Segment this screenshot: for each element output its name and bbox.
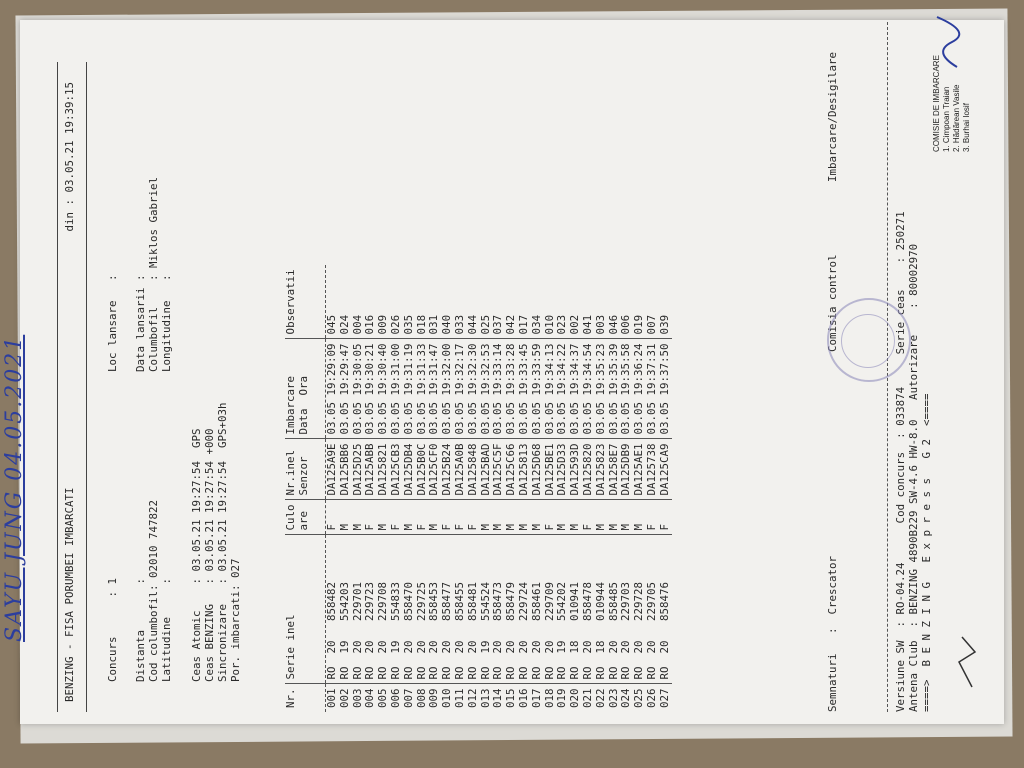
distanta-label: Distanta: [134, 629, 147, 682]
cell-nr: 025: [632, 688, 646, 708]
cell-nr-inel-senzor: DA125BE1: [544, 439, 557, 500]
signature-left: [957, 632, 977, 692]
cell-imbarcare: 03.05 19:33:28: [505, 339, 518, 439]
cell-nr: 021: [580, 688, 594, 708]
cell-serie-inel: RO 20 229725: [416, 535, 429, 684]
cell-imbarcare: 03.05 19:29:09: [326, 339, 339, 439]
cod-columbofil-value: 02010 747822: [147, 499, 160, 578]
cell-culoare: M: [556, 500, 569, 535]
cell-nr-inel-senzor: DA125AE1: [633, 439, 646, 500]
cell-culoare: M: [633, 500, 646, 535]
cell-serie-inel: RO 20 858461: [531, 535, 544, 684]
cell-culoare: M: [480, 500, 493, 535]
comisie-member-1: 1. Cimpoan Traian: [942, 86, 951, 152]
cell-culoare: F: [364, 500, 377, 535]
cell-serie-inel: RO 19 554203: [339, 535, 352, 684]
cell-culoare: M: [518, 500, 531, 535]
cell-observatii: 023: [556, 265, 569, 339]
versiune-row: [895, 211, 908, 712]
signature-mark: [927, 12, 967, 72]
cell-nr: 004: [363, 688, 377, 708]
cell-imbarcare: 03.05 19:32:00: [441, 339, 454, 439]
cell-nr: 008: [414, 688, 428, 708]
table-header-row: [285, 265, 326, 712]
cell-serie-inel: RO 20 858473: [492, 535, 505, 684]
table-row: [326, 265, 339, 712]
cell-nr: 012: [465, 688, 479, 708]
cell-nr-inel-senzor: DA125BB6: [339, 439, 352, 500]
cell-nr: 017: [529, 688, 543, 708]
cell-observatii: 006: [620, 265, 633, 339]
cell-nr-inel-senzor: DA125821: [377, 439, 390, 500]
cell-culoare: M: [620, 500, 633, 535]
date-label: din :: [63, 199, 76, 232]
cell-nr-inel-senzor: DA125D33: [556, 439, 569, 500]
cell-culoare: M: [505, 500, 518, 535]
cell-serie-inel: RO 19 554524: [480, 535, 493, 684]
cell-nr-inel-senzor: DA125738: [646, 439, 659, 500]
cell-serie-inel: RO 20 858479: [505, 535, 518, 684]
cell-serie-inel: RO 20 858485: [608, 535, 621, 684]
cell-nr: 016: [516, 688, 530, 708]
cell-culoare: M: [377, 500, 390, 535]
ceas-atomic-row: [191, 428, 204, 682]
cell-imbarcare: 03.05 19:35:58: [620, 339, 633, 439]
col-observatii: Observatii: [285, 265, 326, 339]
cell-culoare: F: [467, 500, 480, 535]
cell-imbarcare: 03.05 19:32:53: [480, 339, 493, 439]
pigeon-table: [285, 265, 672, 712]
cell-imbarcare: 03.05 19:32:17: [454, 339, 467, 439]
cell-serie-inel: RO 20 229723: [364, 535, 377, 684]
cell-culoare: M: [608, 500, 621, 535]
concurs-label: Concurs: [106, 636, 119, 682]
distanta-value: :: [134, 577, 147, 585]
cell-observatii: 017: [518, 265, 531, 339]
cell-observatii: 031: [428, 265, 441, 339]
cell-culoare: F: [441, 500, 454, 535]
versiune-value: : RO-04.24: [894, 562, 907, 628]
cod-concurs-label: Cod concurs: [894, 451, 907, 524]
cell-culoare: F: [326, 500, 339, 535]
serie-ceas-label: Serie ceas: [894, 289, 907, 355]
cell-nr: 024: [619, 688, 633, 708]
table-row: [403, 265, 416, 712]
table-row: [633, 265, 646, 712]
table-row: [390, 265, 403, 712]
cell-imbarcare: 03.05 19:33:59: [531, 339, 544, 439]
loc-lansare-label: Loc lansare: [106, 300, 119, 372]
date-value: 03.05.21 19:39:15: [63, 82, 76, 193]
cell-nr: 023: [606, 688, 620, 708]
cell-serie-inel: RO 20 229708: [377, 535, 390, 684]
cell-nr-inel-senzor: DA125848: [467, 439, 480, 500]
document-title: BENZING - FISA PORUMBEI IMBARCATI: [63, 487, 76, 702]
cell-serie-inel: RO 20 229705: [646, 535, 659, 684]
cell-observatii: 034: [531, 265, 544, 339]
cell-serie-inel: RO 18 010944: [595, 535, 608, 684]
cell-nr-inel-senzor: DA12593D: [569, 439, 582, 500]
sincronizare-row: [217, 402, 230, 682]
table-row: [467, 265, 480, 712]
cell-nr-inel-senzor: DA125A0B: [454, 439, 467, 500]
cell-nr-inel-senzor: DA125823: [595, 439, 608, 500]
cell-nr: 010: [440, 688, 454, 708]
col-imbarcare: Imbarcare Data Ora: [285, 339, 326, 439]
cell-imbarcare: 03.05 19:33:14: [492, 339, 505, 439]
cell-imbarcare: 03.05 19:33:45: [518, 339, 531, 439]
cell-nr: 015: [504, 688, 518, 708]
ceas-benzing-value: : 03.05.21 19:27:54 +000: [203, 428, 216, 585]
cell-nr: 006: [388, 688, 402, 708]
ceas-atomic-label: Ceas Atomic: [190, 610, 203, 682]
rotated-sheet: [2, 12, 977, 712]
table-row: [518, 265, 531, 712]
por-imbarcati-label: Por. imbarcati:: [229, 584, 242, 682]
cell-culoare: M: [595, 500, 608, 535]
benzing-banner: ====> B E N Z I N G E x p r e s s G 2 <====: [920, 393, 933, 712]
cell-nr: 019: [555, 688, 569, 708]
cell-culoare: M: [531, 500, 544, 535]
latitudine-value: :: [160, 577, 173, 585]
cell-observatii: 004: [352, 265, 365, 339]
cell-nr-inel-senzor: DA125BAD: [480, 439, 493, 500]
cell-serie-inel: RO 19 554202: [556, 535, 569, 684]
concurs-value: : 1: [106, 577, 119, 598]
loc-lansare-row: [107, 274, 120, 372]
cell-observatii: 009: [377, 265, 390, 339]
antena-value: : BENZING 4890B229 SW-4.6 HW-8.0: [907, 419, 920, 628]
cell-nr: 005: [376, 688, 390, 708]
cell-nr-inel-senzor: DA125813: [518, 439, 531, 500]
cell-observatii: 025: [480, 265, 493, 339]
cell-culoare: M: [428, 500, 441, 535]
table-row: [582, 265, 595, 712]
cell-serie-inel: RO 20 858470: [403, 535, 416, 684]
autorizare-label: Autorizare: [907, 334, 920, 400]
cell-observatii: 044: [467, 265, 480, 339]
comisie-title: COMISIE DE IMBARCARE: [932, 55, 941, 152]
data-lansarii-value: :: [134, 274, 147, 281]
table-row: [454, 265, 467, 712]
cell-culoare: M: [339, 500, 352, 535]
table-row: [595, 265, 608, 712]
cell-nr-inel-senzor: DA125B0C: [416, 439, 429, 500]
cell-serie-inel: RO 20 858482: [326, 535, 339, 684]
cell-nr: 007: [401, 688, 415, 708]
cell-imbarcare: 03.05 19:37:50: [659, 339, 672, 439]
cell-nr-inel-senzor: DA125B24: [441, 439, 454, 500]
cell-nr-inel-senzor: DA125D68: [531, 439, 544, 500]
cell-serie-inel: RO 20 858478: [582, 535, 595, 684]
cell-nr-inel-senzor: DA125ABB: [364, 439, 377, 500]
loc-lansare-value: :: [106, 274, 119, 281]
cell-culoare: F: [582, 500, 595, 535]
col-nr-inel-senzor: Nr.inel Senzor: [285, 439, 326, 500]
round-stamp: [827, 298, 911, 382]
cell-nr-inel-senzor: DA125D25: [352, 439, 365, 500]
cod-concurs-value: : 033874: [894, 386, 907, 439]
cell-imbarcare: 03.05 19:30:40: [377, 339, 390, 439]
concurs-row: [107, 578, 120, 682]
cell-culoare: F: [454, 500, 467, 535]
cell-culoare: M: [352, 500, 365, 535]
cell-nr: 026: [644, 688, 658, 708]
comisie-member-2: 2. Hădărean Vasile: [952, 84, 961, 152]
cod-columbofil-label: Cod columbofil:: [147, 584, 160, 682]
cell-imbarcare: 03.05 19:29:47: [339, 339, 352, 439]
comisia-label: Comisia control: [826, 254, 839, 352]
cell-nr-inel-senzor: DA125CB3: [390, 439, 403, 500]
serie-ceas-value: : 250271: [894, 211, 907, 264]
cell-nr-inel-senzor: DA125DB9: [620, 439, 633, 500]
crescator-label: : Crescator: [826, 555, 839, 634]
antena-label: Antena Club: [907, 640, 920, 712]
sincronizare-value: : 03.05.21 19:27:54 GPS+03h: [216, 402, 229, 585]
cell-serie-inel: RO 20 229724: [518, 535, 531, 684]
cell-imbarcare: 03.05 19:34:37: [569, 339, 582, 439]
cell-nr-inel-senzor: DA125C66: [505, 439, 518, 500]
cell-observatii: 024: [339, 265, 352, 339]
comisie-member-3: 3. Burhai Iosif: [962, 103, 971, 152]
cell-culoare: M: [403, 500, 416, 535]
table-body: [326, 265, 672, 712]
title-box: [57, 62, 87, 712]
ceas-benzing-row: [204, 428, 217, 682]
document-paper: [2, 20, 1004, 724]
longitudine-value: :: [160, 274, 173, 281]
latitudine-label: Latitudine: [160, 616, 173, 682]
cell-culoare: F: [659, 500, 672, 535]
por-imbarcati-row: [230, 558, 243, 682]
table-row: [646, 265, 659, 712]
col-nr: Nr.: [285, 684, 326, 712]
cell-nr: 002: [337, 688, 351, 708]
cell-serie-inel: RO 20 858455: [454, 535, 467, 684]
cell-imbarcare: 03.05 19:31:19: [403, 339, 416, 439]
cell-serie-inel: RO 20 858477: [441, 535, 454, 684]
cell-culoare: F: [416, 500, 429, 535]
cell-nr: 011: [452, 688, 466, 708]
table-row: [339, 265, 352, 712]
por-imbarcati-value: 027: [229, 558, 242, 578]
cell-nr-inel-senzor: DA125DB4: [403, 439, 416, 500]
semnaturi-row: [827, 556, 840, 712]
cell-imbarcare: 03.05 19:36:24: [633, 339, 646, 439]
cell-nr: 027: [657, 688, 671, 708]
cell-serie-inel: RO 19 554833: [390, 535, 403, 684]
table-row: [531, 265, 544, 712]
cell-serie-inel: RO 20 858481: [467, 535, 480, 684]
cell-nr-inel-senzor: DA125C5F: [492, 439, 505, 500]
cell-nr-inel-senzor: DA125CA9: [659, 439, 672, 500]
cell-observatii: 016: [364, 265, 377, 339]
cell-observatii: 045: [326, 265, 339, 339]
cell-observatii: 007: [646, 265, 659, 339]
cell-serie-inel: RO 20 858476: [659, 535, 672, 684]
cell-observatii: 010: [544, 265, 557, 339]
longitudine-row: [161, 274, 174, 372]
cell-serie-inel: RO 20 229728: [633, 535, 646, 684]
cell-observatii: 035: [403, 265, 416, 339]
semnaturi-label: Semnaturi: [826, 653, 839, 712]
cell-observatii: 039: [659, 265, 672, 339]
cell-observatii: 042: [505, 265, 518, 339]
cell-observatii: 046: [608, 265, 621, 339]
data-lansarii-label: Data lansarii: [134, 287, 147, 372]
cell-observatii: 003: [595, 265, 608, 339]
cell-observatii: 002: [569, 265, 582, 339]
cell-serie-inel: RO 20 229709: [544, 535, 557, 684]
cell-nr: 020: [568, 688, 582, 708]
columbofil-value: : Miklos Gabriel: [147, 176, 160, 281]
data-lansarii-row: [135, 274, 148, 372]
cell-culoare: F: [390, 500, 403, 535]
cell-nr-inel-senzor: DA125820: [582, 439, 595, 500]
col-culoare: Culo are: [285, 500, 326, 535]
latitudine-row: [161, 578, 174, 682]
cell-observatii: 037: [492, 265, 505, 339]
col-serie-inel: Serie inel: [285, 535, 326, 684]
antena-row: [908, 244, 921, 712]
cell-serie-inel: RO 18 010941: [569, 535, 582, 684]
cell-serie-inel: RO 20 229701: [352, 535, 365, 684]
ceas-benzing-label: Ceas BENZING: [203, 603, 216, 682]
cell-imbarcare: 03.05 19:30:21: [364, 339, 377, 439]
sincronizare-label: Sincronizare: [216, 603, 229, 682]
cell-nr: 001: [325, 688, 338, 708]
cell-observatii: 040: [441, 265, 454, 339]
cell-observatii: 033: [454, 265, 467, 339]
cell-imbarcare: 03.05 19:34:54: [582, 339, 595, 439]
handwritten-note: SAYU JUNG 04.05.2021: [2, 334, 27, 642]
longitudine-label: Longitudine: [160, 300, 173, 372]
cell-serie-inel: RO 20 858453: [428, 535, 441, 684]
cell-nr: 014: [491, 688, 505, 708]
cell-nr: 022: [593, 688, 607, 708]
cell-culoare: F: [544, 500, 557, 535]
cell-culoare: F: [646, 500, 659, 535]
cell-nr-inel-senzor: DA1258E7: [608, 439, 621, 500]
cell-nr-inel-senzor: DA125A9E: [326, 439, 339, 500]
columbofil-row: [148, 177, 161, 372]
document-date: [64, 82, 77, 232]
cell-imbarcare: 03.05 19:30:05: [352, 339, 365, 439]
cell-imbarcare: 03.05 19:35:39: [608, 339, 621, 439]
columbofil-label: Columbofil: [147, 306, 160, 372]
cell-observatii: 018: [416, 265, 429, 339]
cell-nr: 003: [350, 688, 364, 708]
ceas-atomic-value: : 03.05.21 19:27:54 GPS: [190, 428, 203, 585]
cell-nr: 018: [542, 688, 556, 708]
cell-imbarcare: 03.05 19:34:13: [544, 339, 557, 439]
cell-nr: 013: [478, 688, 492, 708]
autorizare-value: : 80002970: [907, 243, 920, 309]
cell-culoare: M: [492, 500, 505, 535]
cell-imbarcare: 03.05 19:37:31: [646, 339, 659, 439]
cell-serie-inel: RO 20 229703: [620, 535, 633, 684]
cell-observatii: 019: [633, 265, 646, 339]
cell-imbarcare: 03.05 19:31:47: [428, 339, 441, 439]
cell-imbarcare: 03.05 19:31:33: [416, 339, 429, 439]
cell-nr: 009: [427, 688, 441, 708]
cell-observatii: 026: [390, 265, 403, 339]
versiune-label: Versiune SW: [894, 640, 907, 712]
cell-imbarcare: 03.05 19:32:30: [467, 339, 480, 439]
cell-imbarcare: 03.05 19:35:23: [595, 339, 608, 439]
distanta-row: [135, 578, 148, 682]
cell-imbarcare: 03.05 19:31:00: [390, 339, 403, 439]
table-row: [659, 265, 672, 712]
imbarcare-label: Imbarcare/Desigilare: [826, 51, 839, 182]
cell-nr-inel-senzor: DA125CF0: [428, 439, 441, 500]
cell-observatii: 041: [582, 265, 595, 339]
cell-imbarcare: 03.05 19:34:22: [556, 339, 569, 439]
cell-culoare: M: [569, 500, 582, 535]
cod-columbofil-row: [148, 500, 161, 682]
